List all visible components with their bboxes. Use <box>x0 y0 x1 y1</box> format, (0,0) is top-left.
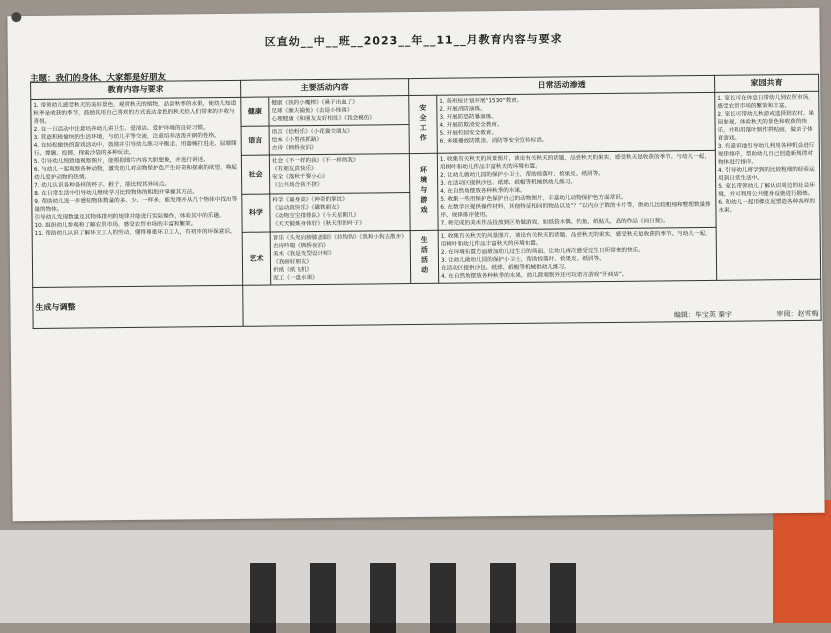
area-life <box>410 230 439 283</box>
daily-item: 6. 多媒播放防欺凌、消防等安全宣传标语。 <box>439 137 548 145</box>
activity-item: 《动物宝宝排排队》《今天星期几》 <box>272 212 360 220</box>
red-poster <box>773 500 831 623</box>
footer-label: 生成与调整 <box>33 285 243 328</box>
daily-cell <box>438 227 717 283</box>
activity-item: 《公共场合我不挤》 <box>272 181 323 189</box>
daily-item: 5. 收集一些用保护色保护自己的动物图片，丰富幼儿动物保护色方面常识。 <box>440 194 627 203</box>
goals-cell <box>31 97 243 287</box>
goal-item: 10. 组织幼儿参观和了解农贸市场，感受农贸市场的丰富和繁荣。 <box>34 221 197 229</box>
daily-item: 2. 在环境布置方面增加幼儿过生日的场面，让幼儿再次感受过生日所带来的快乐。 <box>440 247 644 256</box>
goal-item: 5. 引导幼儿细致地观察图片，能根据图片内容大胆想象，并进行讲述。 <box>33 157 209 165</box>
daily-item: 3. 开展防恐防暴演练。 <box>439 114 497 121</box>
page-title: 区直幼__中__班__2023__年__11__月教育内容与要求 <box>264 32 563 49</box>
theme-line: 主题：我们的身体、大家都是好朋友 <box>29 72 167 85</box>
activity-item: 《天天锻炼身体好》《秋天里的叶子》 <box>272 220 365 227</box>
area-social: 社会 <box>241 155 269 194</box>
activity-item: 古诗《枫桥夜泊》 <box>271 145 317 152</box>
daily-cell <box>437 150 716 230</box>
activity-item: 《有朋友真快乐》 <box>271 166 317 173</box>
home-cell <box>715 91 821 280</box>
home-item: 1. 家长可在休息日带幼儿到农贸市场，感受农贸市场的繁荣和丰富。 <box>717 94 814 110</box>
header-home: 家园共育 <box>715 74 819 92</box>
daily-item: 5. 开展校园安全教育。 <box>439 130 498 137</box>
pin-icon <box>11 12 21 22</box>
goal-item: 1. 带领幼儿感受秋天的美好景色，观赏秋天的植物，品尝秋季的水果，使幼儿知道秋季是收获的季节，鼓励其用自己喜欢的方式表达金色的秋天给人们带来的丰收与喜悦。 <box>33 100 237 125</box>
daily-item: 7. 将完成的美术作品投放到区角做游戏，如纸袋木偶、钓鱼、纸贴儿，高的作品《向日葵》。 <box>440 218 669 227</box>
goal-item: 11. 帮助幼儿认识了解环卫工人的劳动，懂得尊重环卫工人，有初步的环保意识。 <box>34 228 236 237</box>
goal-item: 8. 在日常生活中引导幼儿继续学习比较物体的粗细并掌握其方法。 <box>34 189 199 197</box>
area-environment-label: 环境与游戏 <box>419 165 428 216</box>
area-health: 健康 <box>241 97 269 126</box>
activity-item: 音乐《头发肩膀膝盖脚》《拉钩钩》《我和小狗去散步》 <box>272 234 407 242</box>
activity-item: 足球《渔夫捕鱼》《击退小怪兽》 <box>271 107 353 115</box>
daily-item: 3. 在活动区提供沙包、纸球、纸帽等机械供幼儿练习。 <box>440 179 576 187</box>
plan-table <box>30 74 822 329</box>
activity-item: 古诗吟唱《枫桥夜泊》 <box>272 242 329 250</box>
goal-item: 9. 帮助幼儿进一步感知物体数量的多、少、一样多，能发现并从几个物体中找出等量的物体。 <box>34 196 238 213</box>
footer-reviewer: 审阅：赵雪梅 <box>776 309 819 319</box>
header-goals: 教育内容与要求 <box>31 80 241 99</box>
header-activities: 主要活动内容 <box>241 79 409 98</box>
home-item: 4. 引导幼儿将学到的比较粗细的经验运用到日常生活中。 <box>718 166 815 182</box>
daily-item: 1. 收集有关秋天的风景图片，谈论有关秋天的话题，品尝秋天的果实，感受秋天是收获的季节。与幼儿一起，用树叶和幼儿作品丰富秋天的环境布置。 <box>440 230 711 248</box>
footer-editors: 编辑：毕宝英 秦宇 <box>673 310 733 320</box>
goal-item: 6. 与幼儿一起观察各种动物，激发幼儿对动物保护色产生好奇和探索的欲望，唤起幼儿爱护动物的热情。 <box>33 164 237 181</box>
daily-item: 4. 在自然角摆放各种秋季的水果。 <box>440 187 526 195</box>
activity-cell <box>269 154 409 194</box>
daily-item: 2. 开展消防演练。 <box>439 106 486 113</box>
home-item: 2. 家长可带幼儿秋游或选择到农村、果园参观，体验秋天的景色和收获的快乐，并和用落叶制作拼贴画，做亲子体育游戏。 <box>717 110 815 142</box>
activity-item: 社会《不一样的我》《不一样的我》 <box>271 157 359 165</box>
home-item: 6. 和幼儿一起用橡皮泥塑造各种各样的水果。 <box>718 198 816 214</box>
activity-item: 语言《拾粉乐》《小花猫交朋友》 <box>271 128 353 136</box>
goal-item: 3. 营造积极愉快的生活环境，与幼儿平等交流，注意培养活泼开朗的性格。 <box>33 133 220 141</box>
area-art: 艺术 <box>242 232 271 285</box>
activity-cell <box>269 96 409 126</box>
area-science: 科学 <box>242 194 270 233</box>
activity-item: 《我画好朋友》 <box>272 259 313 266</box>
activity-item: 安全《落秋千要小心》 <box>272 173 329 181</box>
daily-item: 3. 让幼儿做幼儿园的保护小卫士，帮助捡落叶、捡果皮、纸屑等。 <box>440 256 605 264</box>
daily-item: 6. 在数学区提供操作材料，其他特征相同的物品以及“？”以内点子数的卡片等，供幼儿比较粗细和整理数量排序、规律排序使用。 <box>440 201 711 219</box>
activity-item: 折纸《纸飞机》 <box>273 267 313 274</box>
activity-cell <box>270 192 410 232</box>
goal-item: 7. 幼儿认识各种各样的杯子、鞋子，能比较其异同点。 <box>34 181 170 189</box>
goal-item: 2. 在一日活动中注意培养幼儿讲卫生、爱清洁、爱护环境的良好习惯。 <box>33 125 209 133</box>
home-item: 3. 有意识地引导幼儿利用各种机会进行规律排序，帮助幼儿自己创造新规律对物体进行排序。 <box>717 142 815 166</box>
area-life-label: 生活活动 <box>420 235 429 276</box>
header-daily: 日常活动渗透 <box>409 75 715 95</box>
activity-item: 科学《量身高》《神奇的掌纹》 <box>272 196 348 204</box>
activity-item: 绘本《小男孩抓路》 <box>271 136 323 144</box>
activity-cell <box>269 125 409 155</box>
daily-item: 2. 让幼儿做幼儿园的保护小卫士，帮助捡落叶、捡果皮、纸屑等。 <box>440 171 604 179</box>
activity-item: 心理健康《和朋友友好相处》《我会模仿》 <box>271 115 375 123</box>
daily-item: 1. 各班按计划开展“1530”教育。 <box>439 97 523 105</box>
activity-item: 《运动真快乐》《磁铁朋友》 <box>272 204 343 212</box>
daily-cell <box>437 92 716 153</box>
activity-item: 泥工《一盘水果》 <box>273 275 318 282</box>
goal-item: 引导幼儿发现数量及其物体排列的规律并能进行实际操作，体验其中的乐趣。 <box>34 213 225 221</box>
area-safety <box>409 95 438 153</box>
daily-item: 4. 在自然角摆放各种秋季的水果，幼儿除观察外还可玩语言游戏“开商店”。 <box>441 271 628 280</box>
area-safety-label: 安全工作 <box>418 103 428 144</box>
activity-item: 健康《我的小魔棒》《鼻子出血了》 <box>271 99 359 107</box>
footer-signatures <box>243 279 821 326</box>
activity-cell <box>270 231 411 285</box>
area-environment <box>409 153 438 230</box>
activity-item: 美术《我是发型设计师》 <box>272 250 335 258</box>
daily-item: 在活动区提供沙包、纸球、纸帽等机械供幼儿练习。 <box>441 264 570 272</box>
daily-item: 1. 收集有关秋天的风景图片，谈论有关秋天的话题，品尝秋天的果实，感受秋天是收获的季节。与幼儿一起，用树叶和幼儿作品丰富秋天的环境布置。 <box>439 153 710 171</box>
daily-item: 4. 开展防欺凌安全教育。 <box>439 122 503 129</box>
goal-item: 4. 在轻松愉快的游戏活动中，鼓励并引导幼儿练习平衡走、用器械打进走、屈膝爬行、撑腾、投掷，探索沙袋的多种玩法。 <box>33 140 237 157</box>
home-item: 5. 家长带领幼儿了解认识周边的社会环境，并可利用公共健身设施进行锻炼。 <box>718 182 815 198</box>
document-sheet <box>7 8 824 521</box>
area-language: 语言 <box>241 126 269 155</box>
